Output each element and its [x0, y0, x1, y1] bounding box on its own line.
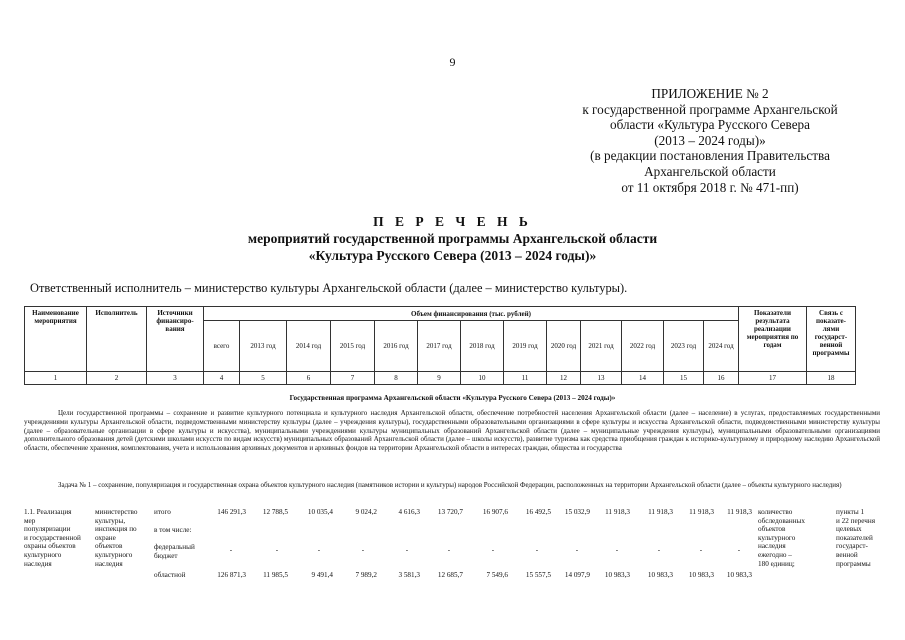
- column-number: 2: [87, 372, 147, 385]
- header-year: 2020 год: [547, 321, 581, 372]
- appendix-line: к государственной программе Архангельской: [582, 101, 838, 117]
- value-cell: 7 549,6: [486, 571, 508, 579]
- header-sources: Источники финансиро-вания: [147, 307, 204, 372]
- appendix-line: (2013 – 2024 годы)»: [654, 132, 766, 148]
- value-cell: 12 685,7: [437, 571, 463, 579]
- header-year: 2015 год: [331, 321, 375, 372]
- value-cell: 16 492,5: [525, 508, 551, 516]
- column-number: 6: [287, 372, 331, 385]
- header-year: 2018 год: [461, 321, 504, 372]
- header-link: Связь с показате-лями государст-венной программы: [807, 307, 856, 372]
- task-paragraph: [24, 481, 880, 490]
- appendix-header: [540, 86, 880, 195]
- task-text: Задача № 1 – сохранение, популяризация и государственная охрана объектов культурного наследия (памятников истории и культуры) народов Российской Федерации, расположенных на территории Архангельской области (далее – объекты культурного наследия): [58, 481, 842, 489]
- value-cell: 4 616,3: [398, 508, 420, 516]
- title-line: П Е Р Е Ч Е Н Ь: [373, 214, 532, 229]
- value-cell: -: [275, 546, 279, 554]
- value-cell: -: [699, 546, 703, 554]
- value-cell: 9 024,2: [355, 508, 377, 516]
- column-number: 4: [204, 372, 240, 385]
- value-cell: -: [405, 546, 409, 554]
- header-year: 2014 год: [287, 321, 331, 372]
- measure-executor: министерство культуры, инспекция по охране объектов культурного наследия: [95, 508, 138, 568]
- column-number: 15: [664, 372, 704, 385]
- document-title: [0, 213, 905, 264]
- value-cell: 11 918,3: [727, 508, 752, 516]
- source-label: в том числе:: [154, 526, 192, 534]
- header-year: 2024 год: [704, 321, 739, 372]
- header-year: 2021 год: [581, 321, 622, 372]
- column-number: 17: [739, 372, 807, 385]
- value-cell: 11 918,3: [648, 508, 673, 516]
- value-cell: 10 983,3: [604, 571, 630, 579]
- value-cell: -: [615, 546, 619, 554]
- value-cell: -: [229, 546, 233, 554]
- value-cell: -: [317, 546, 321, 554]
- value-cell: 10 035,4: [307, 508, 333, 516]
- header-total: всего: [204, 321, 240, 372]
- value-cell: 16 907,6: [482, 508, 508, 516]
- value-cell: 15 032,9: [564, 508, 590, 516]
- header-year: 2016 год: [375, 321, 418, 372]
- header-year: 2017 год: [418, 321, 461, 372]
- value-cell: -: [575, 546, 579, 554]
- header-funding: Объем финансирования (тыс. рублей): [204, 307, 739, 321]
- value-cell: 11 918,3: [689, 508, 714, 516]
- page-number: 9: [449, 55, 456, 69]
- appendix-line: области «Культура Русского Севера: [609, 117, 810, 133]
- column-number: 10: [461, 372, 504, 385]
- value-cell: 14 097,9: [564, 571, 590, 579]
- value-cell: -: [491, 546, 495, 554]
- column-number: 5: [240, 372, 287, 385]
- value-cell: 3 581,3: [398, 571, 420, 579]
- value-cell: 11 918,3: [605, 508, 630, 516]
- source-label: областной: [154, 571, 186, 579]
- responsible-executor: Ответственный исполнитель – министерство культуры Архангельской области (далее – министерство культуры).: [30, 281, 628, 295]
- column-number: 3: [147, 372, 204, 385]
- source-label: итого: [154, 508, 171, 516]
- measure-link: пункты 1 и 22 перечня целевых показателей государст- венной программы: [836, 508, 876, 568]
- value-cell: 13 720,7: [437, 508, 463, 516]
- value-cell: 12 788,5: [262, 508, 288, 516]
- value-cell: 10 983,3: [726, 571, 752, 579]
- column-number: 7: [331, 372, 375, 385]
- column-number: 1: [25, 372, 87, 385]
- program-name: Государственная программа Архангельской области «Культура Русского Севера (2013 – 2024 годы)»: [289, 394, 616, 402]
- header-year: 2023 год: [664, 321, 704, 372]
- value-cell: -: [657, 546, 661, 554]
- measures-table: [24, 306, 856, 385]
- value-cell: 7 989,2: [355, 571, 377, 579]
- title-line: «Культура Русского Севера (2013 – 2024 годы)»: [308, 248, 597, 263]
- appendix-line: ПРИЛОЖЕНИЕ № 2: [651, 86, 769, 101]
- appendix-line: Архангельской области: [644, 163, 776, 179]
- column-number: 12: [547, 372, 581, 385]
- header-indicators: Показатели результата реализации мероприятия по годам: [739, 307, 807, 372]
- value-cell: 9 491,4: [311, 571, 333, 579]
- value-cell: 126 871,3: [217, 571, 246, 579]
- column-number: 14: [622, 372, 664, 385]
- header-name: Наименование мероприятия: [25, 307, 87, 372]
- column-number: 18: [807, 372, 856, 385]
- value-cell: 15 557,5: [525, 571, 551, 579]
- header-executor: Исполнитель: [87, 307, 147, 372]
- value-cell: -: [447, 546, 451, 554]
- value-cell: 10 983,3: [647, 571, 673, 579]
- appendix-line: от 11 октября 2018 г. № 471-пп): [621, 179, 799, 195]
- value-cell: 146 291,3: [217, 508, 246, 516]
- header-year: 2022 год: [622, 321, 664, 372]
- goals-text: Цели государственной программы – сохранение и развитие культурного потенциала и культурного наследия Архангельской области, обеспечение потребностей населения Архангельской области (далее – население) в услугах, предоставляемых государственными учреждениями культуры Архангельской области, подведомственными министерству культуры (далее – учреждения культуры), государственными образовательными организациями в сфере культуры и искусства Архангельской области, подведомственными министерству культуры (далее – образовательные организации в сфере культуры и искусства), муниципальными учреждениями культуры муниципальных образований Архангельской области (далее – муниципальные учреждения культуры), муниципальными образовательными организациями дополнительного образования детей (детскими школами искусств по видам искусств) муниципальных образований Архангельской области (далее – школы искусств), развитие туризма как средства приобщения граждан к историко-культурному и природному наследию Архангельской области, обеспечение хранения, комплектования, учета и использования архивных документов и архивных фондов на территории Архангельской области в интересах граждан, общества и государства: [24, 409, 880, 453]
- value-cell: -: [535, 546, 539, 554]
- column-number: 8: [375, 372, 418, 385]
- value-cell: -: [361, 546, 365, 554]
- column-number: 11: [504, 372, 547, 385]
- header-year: 2013 год: [240, 321, 287, 372]
- column-number: 13: [581, 372, 622, 385]
- header-year: 2019 год: [504, 321, 547, 372]
- value-cell: 10 983,3: [688, 571, 714, 579]
- measure-name: 1.1. Реализация мер популяризации и государственной охраны объектов культурного наследия: [24, 508, 81, 568]
- source-label: федеральный бюджет: [154, 543, 195, 560]
- value-cell: -: [737, 546, 741, 554]
- measure-indicators: количество обследованных объектов культурного наследия ежегодно – 180 единиц;: [758, 508, 805, 568]
- goals-paragraph: [24, 409, 880, 453]
- value-cell: 11 985,5: [263, 571, 288, 579]
- column-number: 9: [418, 372, 461, 385]
- title-line: мероприятий государственной программы Архангельской области: [247, 231, 658, 246]
- appendix-line: (в редакции постановления Правительства: [590, 148, 830, 164]
- column-number: 16: [704, 372, 739, 385]
